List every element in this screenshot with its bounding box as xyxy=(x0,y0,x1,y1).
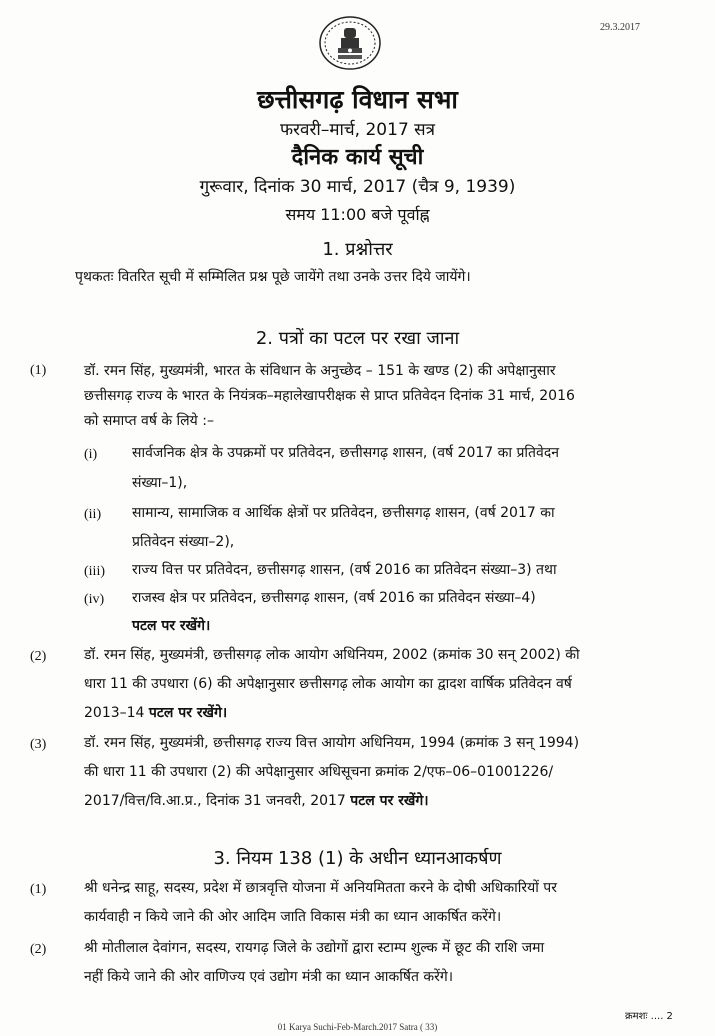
item-text-line: को समाप्त वर्ष के लिये :– xyxy=(84,413,214,429)
notification-ref: 2017/वित्त/वि.आ.प्र., दिनांक 31 जनवरी, 2017 xyxy=(84,793,346,809)
subitem-number: (i) xyxy=(84,447,98,462)
action-text: पटल पर रखेंगे। xyxy=(132,618,211,634)
subitem-text-line: राज्य वित्त पर प्रतिवेदन, छत्तीसगढ़ शासन, (वर्ष 2016 का प्रतिवेदन संख्या–3) तथा xyxy=(132,562,557,578)
item-number: (3) xyxy=(30,737,47,752)
emblem-icon xyxy=(316,14,384,72)
item-text-line: डॉ. रमन सिंह, मुख्यमंत्री, भारत के संविधान के अनुच्छेद – 151 के खण्ड (2) की अपेक्षानुसार xyxy=(84,363,556,379)
assembly-title: छत्तीसगढ़ विधान सभा xyxy=(257,85,458,114)
continued-label: क्रमशः .... 2 xyxy=(625,1011,673,1022)
section1-title: 1. प्रश्नोत्तर xyxy=(322,239,393,260)
action-text: पटल पर रखेंगे। xyxy=(148,705,228,721)
item-text-line: डॉ. रमन सिंह, मुख्यमंत्री, छत्तीसगढ़ राज्य वित्त आयोग अधिनियम, 1994 (क्रमांक 3 सन् 1994) xyxy=(84,735,580,751)
action-text: पटल पर रखेंगे। xyxy=(350,793,429,809)
section2-title: 2. पत्रों का पटल पर रखा जाना xyxy=(255,328,460,349)
agenda-time: समय 11:00 बजे पूर्वाह्न xyxy=(285,205,430,224)
section1-text: पृथकतः वितरित सूची में सम्मिलित प्रश्न पूछे जायेंगे तथा उनके उत्तर दिये जायेंगे। xyxy=(75,269,471,285)
item-text-line: डॉ. रमन सिंह, मुख्यमंत्री, छत्तीसगढ़ लोक आयोग अधिनियम, 2002 (क्रमांक 30 सन् 2002) की xyxy=(84,647,580,663)
subitem-number: (iii) xyxy=(84,564,105,579)
item-text-line: श्री मोतीलाल देवांगन, सदस्य, रायगढ़ जिले के उद्योगों द्वारा स्टाम्प शुल्क में छूट की राशि जमा xyxy=(84,940,545,956)
item-text-line xyxy=(84,794,429,808)
agenda-title: दैनिक कार्य सूची xyxy=(291,145,424,170)
item-text-line: छत्तीसगढ़ राज्य के भारत के नियंत्रक–महालेखापरीक्षक से प्राप्त प्रतिवेदन दिनांक 31 मार्च, 2016 xyxy=(84,388,575,404)
subitem-text-line: संख्या–1), xyxy=(132,475,188,491)
agenda-date: गुरूवार, दिनांक 30 मार्च, 2017 (चैत्र 9, 1939) xyxy=(199,177,516,197)
subitem-number: (iv) xyxy=(84,592,105,607)
item-year: 2013–14 xyxy=(84,705,145,721)
subitem-number: (ii) xyxy=(84,507,102,522)
item-number: (1) xyxy=(30,882,47,897)
subitem-text-line: प्रतिवेदन संख्या–2), xyxy=(132,534,235,550)
item-number: (2) xyxy=(30,649,47,664)
item-number: (2) xyxy=(30,942,47,957)
file-name: 01 Karya Suchi-Feb-March.2017 Satra ( 33) xyxy=(277,1022,438,1032)
item-number: (1) xyxy=(30,363,47,378)
item-text-line: नहीं किये जाने की ओर वाणिज्य एवं उद्योग मंत्री का ध्यान आकर्षित करेंगे। xyxy=(84,969,454,985)
section3-title: 3. नियम 138 (1) के अधीन ध्यानआकर्षण xyxy=(213,848,502,869)
item-text-line: धारा 11 की उपधारा (6) की अपेक्षानुसार छत्तीसगढ़ लोक आयोग का द्वादश वार्षिक प्रतिवेदन वर्ष xyxy=(84,676,572,692)
session-label: फरवरी–मार्च, 2017 सत्र xyxy=(279,120,436,140)
item-text-line: की धारा 11 की उपधारा (2) की अपेक्षानुसार अधिसूचना क्रमांक 2/एफ–06–01001226/ xyxy=(84,764,554,780)
subitem-text-line: सामान्य, सामाजिक व आर्थिक क्षेत्रों पर प्रतिवेदन, छत्तीसगढ़ शासन, (वर्ष 2017 का xyxy=(132,505,555,521)
subitem-text-line: राजस्व क्षेत्र पर प्रतिवेदन, छत्तीसगढ़ शासन, (वर्ष 2016 का प्रतिवेदन संख्या–4) xyxy=(132,590,536,606)
stamp-date: 29.3.2017 xyxy=(600,22,640,33)
subitem-text-line: सार्वजनिक क्षेत्र के उपक्रमों पर प्रतिवेदन, छत्तीसगढ़ शासन, (वर्ष 2017 का प्रतिवेदन xyxy=(132,445,560,461)
item-text-line: श्री धनेन्द्र साहू, सदस्य, प्रदेश में छात्रवृत्ति योजना में अनियमितता करने के दोषी अधिकारियों पर xyxy=(84,880,557,896)
item-text-line xyxy=(84,706,227,720)
item-text-line: कार्यवाही न किये जाने की ओर आदिम जाति विकास मंत्री का ध्यान आकर्षित करेंगे। xyxy=(84,909,502,925)
